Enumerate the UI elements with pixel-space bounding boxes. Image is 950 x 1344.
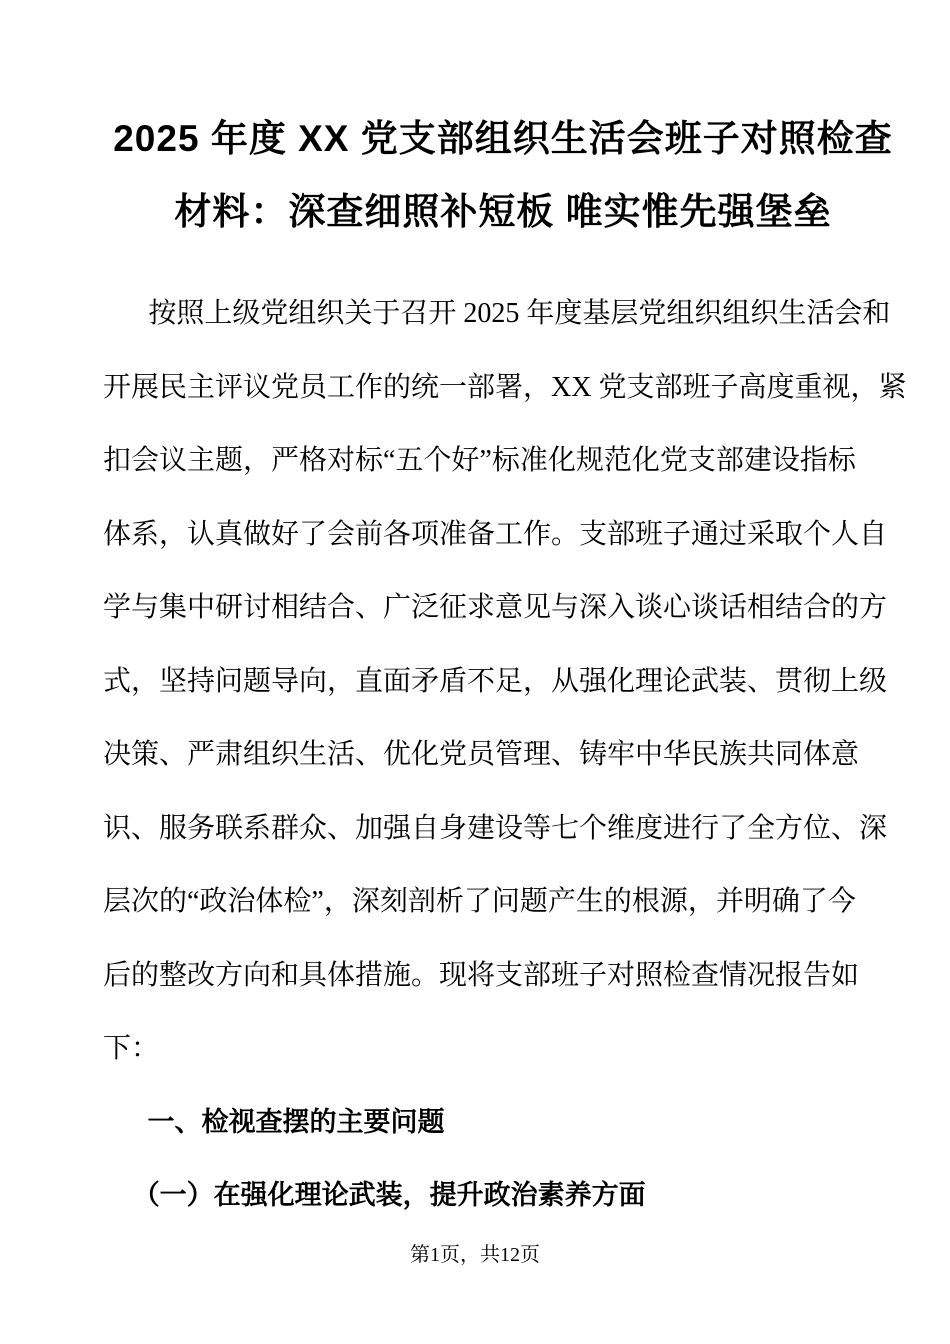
- text-line: 层次的“政治体检”，深刻剖析了问题产生的根源，并明确了今: [103, 886, 856, 917]
- section-heading: 一、检视查摆的主要问题: [147, 1106, 445, 1137]
- body-paragraph: [103, 277, 905, 1086]
- document-title: [0, 102, 950, 248]
- text-line: 决策、严肃组织生活、优化党员管理、铸牢中华民族共同体意: [103, 739, 860, 770]
- text-line: 后的整改方向和具体措施。现将支部班子对照检查情况报告如: [103, 959, 860, 991]
- text-line: 材料：深查细照补短板 唯实惟先强堡垒: [174, 191, 832, 232]
- text-line: 体系，认真做好了会前各项准备工作。支部班子通过采取个人自: [103, 518, 888, 550]
- text-line: 按照上级党组织关于召开 2025 年度基层党组织组织生活会和: [148, 298, 891, 329]
- text-line: 下：: [103, 1033, 160, 1064]
- text-line: 扣会议主题，严格对标“五个好”标准化规范化党支部建设指标: [103, 445, 856, 476]
- document-body: [0, 277, 950, 1233]
- text-line: 识、服务联系群众、加强自身建设等七个维度进行了全方位、深: [103, 812, 888, 844]
- text-line: 2025 年度 XX 党支部组织生活会班子对照检查: [113, 118, 893, 159]
- text-line: 开展民主评议党员工作的统一部署，XX 党支部班子高度重视，紧: [103, 371, 907, 403]
- page-number-footer: 第1页，共12页: [410, 1244, 540, 1266]
- subsection-heading: （一）在强化理论武装，提升政治素养方面: [132, 1180, 646, 1210]
- text-line: 式，坚持问题导向，直面矛盾不足，从强化理论武装、贯彻上级: [103, 665, 888, 697]
- text-line: 学与集中研讨相结合、广泛征求意见与深入谈心谈话相结合的方: [103, 592, 888, 623]
